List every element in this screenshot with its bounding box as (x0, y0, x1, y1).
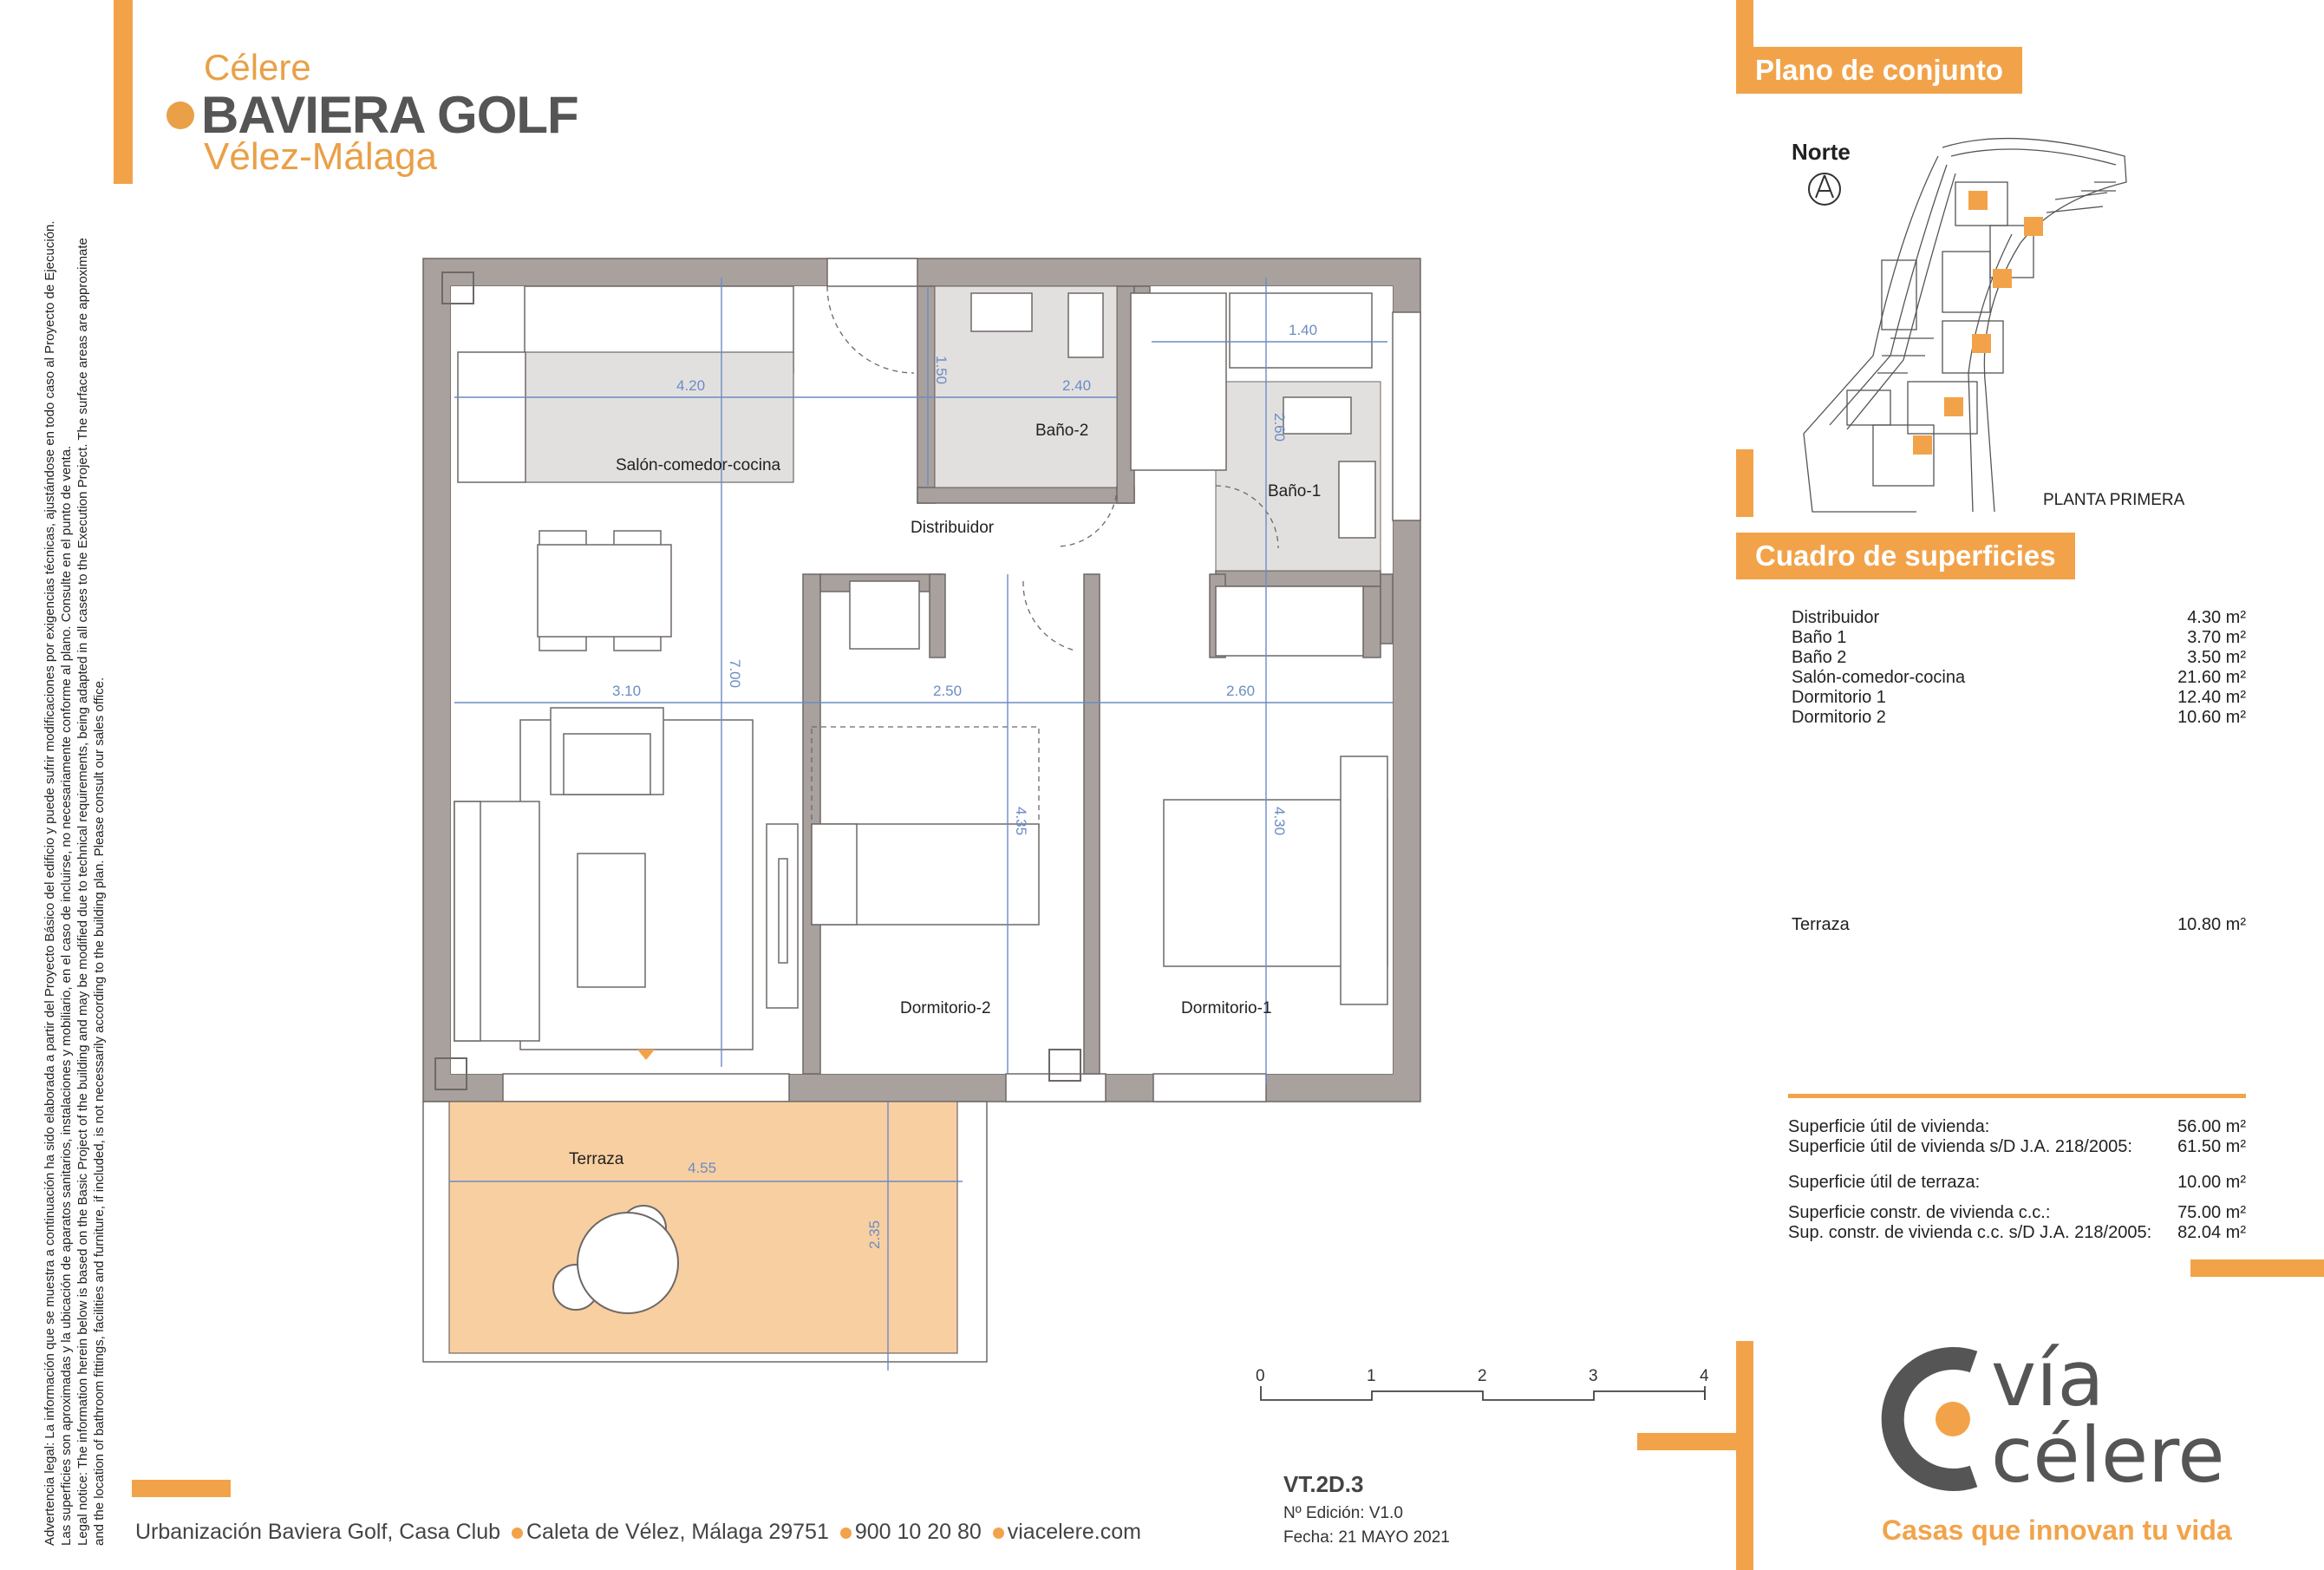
total-value: 56.00 m² (2177, 1117, 2246, 1136)
plan-code: VT.2D.3 (1283, 1471, 1364, 1497)
surface-row (1792, 688, 2246, 708)
scale-tick-4: 4 (1700, 1367, 1709, 1385)
legal-line-4: and the location of bathroom fittings, facilities and furniture, if included, is not necessarily according to the building plan. Please consult our sales office. (92, 677, 107, 1546)
total-name: Sup. constr. de vivienda c.c. s/D J.A. 218/2005: (1788, 1223, 2152, 1242)
dim-1-50: 1.50 (933, 356, 950, 385)
north-label: Norte (1792, 139, 1851, 165)
room-dorm1-label: Dormitorio-1 (1181, 999, 1272, 1017)
tag-plano-conjunto: Plano de conjunto (1736, 47, 2022, 94)
dim-4-55: 4.55 (688, 1160, 717, 1176)
total-name: Superficie útil de vivienda s/D J.A. 218/2005: (1788, 1137, 2132, 1156)
surface-row (1792, 628, 2246, 648)
surface-value: 21.60 m² (2177, 668, 2246, 687)
surface-value: 3.50 m² (2187, 648, 2246, 667)
total-row (1788, 1203, 2246, 1223)
total-row (1788, 1173, 2246, 1193)
surface-row (1792, 648, 2246, 668)
via-celere-logo-icon (1877, 1343, 2007, 1495)
scale-tick-2: 2 (1478, 1367, 1487, 1385)
plan-date: Fecha: 21 MAYO 2021 (1283, 1528, 1450, 1547)
bullet-dot (512, 1527, 523, 1539)
footer-web-link[interactable]: viacelere.com (1007, 1520, 1141, 1544)
room-salon-label: Salón-comedor-cocina (616, 456, 781, 474)
total-value: 10.00 m² (2177, 1173, 2246, 1192)
surface-row (1792, 708, 2246, 728)
footer-city: Caleta de Vélez, Málaga 29751 (526, 1520, 829, 1544)
room-terraza-label: Terraza (569, 1150, 624, 1168)
room-dorm2-label: Dormitorio-2 (900, 999, 991, 1017)
total-name: Superficie útil de terraza: (1788, 1173, 1981, 1192)
logo-line-2: célere (1991, 1410, 2225, 1500)
floor-plan (416, 252, 1431, 1388)
scale-bar (1249, 1360, 1734, 1412)
right-accent-mid (1736, 449, 1753, 517)
total-value: 61.50 m² (2177, 1137, 2246, 1156)
dim-1-40: 1.40 (1289, 322, 1318, 338)
tag-cuadro-superficies: Cuadro de superficies (1736, 533, 2075, 579)
footer-contact (135, 1520, 1141, 1545)
surface-row (1792, 608, 2246, 628)
surface-name: Distribuidor (1792, 608, 1880, 627)
dim-4-30: 4.30 (1271, 807, 1288, 836)
surface-name: Baño 1 (1792, 628, 1847, 647)
room-distribuidor-label: Distribuidor (911, 519, 995, 537)
total-row (1788, 1137, 2246, 1157)
dim-4-35: 4.35 (1013, 807, 1029, 836)
totals-divider (1788, 1094, 2246, 1098)
dim-4-20: 4.20 (676, 377, 706, 394)
page-title: BAVIERA GOLF (201, 86, 578, 144)
room-bano2-label: Baño-2 (1035, 422, 1089, 440)
scale-tick-3: 3 (1589, 1367, 1598, 1385)
total-name: Superficie constr. de vivienda c.c.: (1788, 1203, 2051, 1222)
legal-line-3: Legal notice: The information herein below is based on the Basic Project of the building and may be modified due to technical requirements, being adapted in all cases to the Execution Project. The surface areas are approximate (75, 238, 90, 1546)
footer-address: Urbanización Baviera Golf, Casa Club (135, 1520, 501, 1544)
scale-tick-1: 1 (1367, 1367, 1376, 1385)
brand-dot (166, 101, 194, 129)
right-accent-bottom (2190, 1259, 2324, 1277)
total-value: 75.00 m² (2177, 1203, 2246, 1222)
surface-name: Dormitorio 1 (1792, 688, 1886, 707)
dim-2-50: 2.50 (933, 683, 963, 699)
dim-2-60-h: 2.60 (1226, 683, 1256, 699)
dim-2-35: 2.35 (866, 1220, 883, 1249)
site-plan-map (1795, 130, 2142, 520)
dim-2-40: 2.40 (1062, 377, 1092, 394)
total-name: Superficie útil de vivienda: (1788, 1117, 1990, 1136)
surface-name: Dormitorio 2 (1792, 708, 1886, 727)
footer-accent (132, 1480, 231, 1497)
terrace-row (1792, 915, 2246, 935)
right-accent-top (1736, 0, 1753, 50)
total-row (1788, 1117, 2246, 1137)
bullet-dot (840, 1527, 852, 1539)
brand-name: Célere (204, 47, 311, 88)
logo-line-1: vía (1991, 1334, 2105, 1423)
surface-name: Salón-comedor-cocina (1792, 668, 1966, 687)
dim-3-10: 3.10 (612, 683, 642, 699)
surface-value: 3.70 m² (2187, 628, 2246, 647)
surface-value: 4.30 m² (2187, 608, 2246, 627)
scale-tick-0: 0 (1256, 1367, 1265, 1385)
room-bano1-label: Baño-1 (1268, 482, 1322, 500)
slogan: Casas que innovan tu vida (1882, 1514, 2232, 1546)
surface-name: Baño 2 (1792, 648, 1847, 667)
plan-edition: Nº Edición: V1.0 (1283, 1504, 1403, 1522)
floor-label: PLANTA PRIMERA (2043, 491, 2185, 509)
surface-row (1792, 668, 2246, 688)
header-accent-bar (114, 0, 133, 184)
surface-value: 10.80 m² (2177, 915, 2246, 934)
total-value: 82.04 m² (2177, 1223, 2246, 1242)
bullet-dot (993, 1527, 1004, 1539)
total-row (1788, 1223, 2246, 1243)
surface-value: 10.60 m² (2177, 708, 2246, 727)
surface-value: 12.40 m² (2177, 688, 2246, 707)
dim-2-60-v: 2.60 (1271, 413, 1288, 442)
legal-line-2: Las superficies son aproximadas y la ubicación de aparatos sanitarios, instalaciones y mobiliario, en el caso de incluirse, no necesariamente conforme al plano. Consulte en el punto de venta. (59, 445, 74, 1546)
logo-accent-h (1637, 1433, 1736, 1450)
legal-line-1: Advertencia legal: La información que se muestra a continuación ha sido elaborada a partir del Proyecto Básico del edificio y puede sufrir modificaciones por exigencias técnicas, ajustándose en todo caso al Proyecto de Ejecución. (42, 220, 57, 1546)
logo-accent-bar (1736, 1341, 1753, 1570)
dim-7-00: 7.00 (727, 659, 743, 689)
footer-phone[interactable]: 900 10 20 80 (854, 1520, 982, 1544)
city-name: Vélez-Málaga (204, 135, 438, 178)
surface-name: Terraza (1792, 915, 1850, 934)
legal-notice (42, 62, 108, 1546)
